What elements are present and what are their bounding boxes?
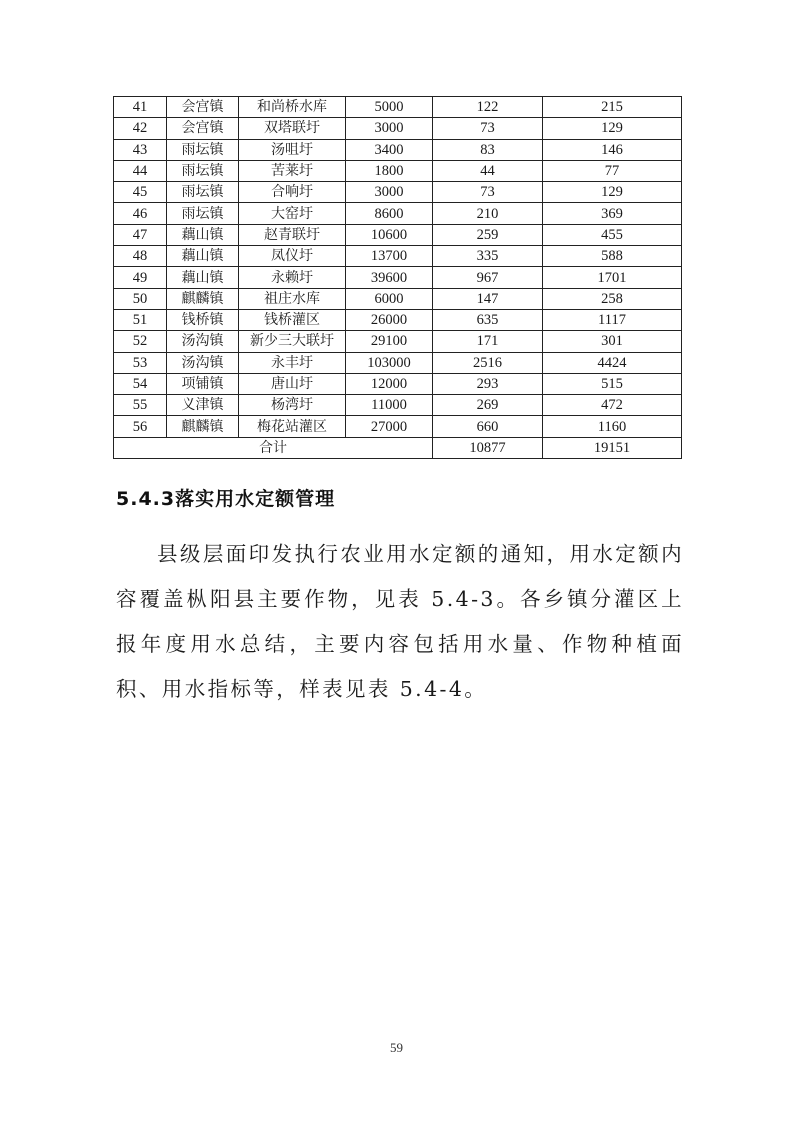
value-a-cell: 967 — [433, 267, 543, 288]
area-cell: 3000 — [346, 118, 433, 139]
table-total-row — [114, 437, 682, 458]
irrigation-area-cell: 凤仪圩 — [239, 246, 346, 267]
value-b-cell: 369 — [543, 203, 682, 224]
row-index-cell: 54 — [114, 373, 167, 394]
row-index-cell: 41 — [114, 97, 167, 118]
town-cell: 雨坛镇 — [167, 139, 239, 160]
value-b-cell: 455 — [543, 224, 682, 245]
irrigation-area-cell: 和尚桥水库 — [239, 97, 346, 118]
irrigation-area-cell: 汤咀圩 — [239, 139, 346, 160]
value-b-cell: 1701 — [543, 267, 682, 288]
value-b-cell: 588 — [543, 246, 682, 267]
value-a-cell: 73 — [433, 118, 543, 139]
value-a-cell: 269 — [433, 395, 543, 416]
table-row — [114, 288, 682, 309]
town-cell: 汤沟镇 — [167, 352, 239, 373]
town-cell: 藕山镇 — [167, 224, 239, 245]
town-cell: 会宫镇 — [167, 118, 239, 139]
irrigation-area-cell: 永赖圩 — [239, 267, 346, 288]
area-cell: 26000 — [346, 309, 433, 330]
irrigation-area-cell: 永丰圩 — [239, 352, 346, 373]
town-cell: 麒麟镇 — [167, 416, 239, 437]
value-a-cell: 660 — [433, 416, 543, 437]
irrigation-area-cell: 苦莱圩 — [239, 160, 346, 181]
table-row — [114, 352, 682, 373]
value-a-cell: 335 — [433, 246, 543, 267]
value-a-cell: 171 — [433, 331, 543, 352]
table-row — [114, 224, 682, 245]
irrigation-area-cell: 祖庄水库 — [239, 288, 346, 309]
value-b-cell: 77 — [543, 160, 682, 181]
table-row — [114, 118, 682, 139]
table-row — [114, 203, 682, 224]
row-index-cell: 45 — [114, 182, 167, 203]
row-index-cell: 53 — [114, 352, 167, 373]
irrigation-area-cell: 钱桥灌区 — [239, 309, 346, 330]
area-cell: 12000 — [346, 373, 433, 394]
table-row — [114, 246, 682, 267]
area-cell: 29100 — [346, 331, 433, 352]
table-row — [114, 395, 682, 416]
row-index-cell: 44 — [114, 160, 167, 181]
value-a-cell: 147 — [433, 288, 543, 309]
town-cell: 汤沟镇 — [167, 331, 239, 352]
irrigation-area-cell: 大窑圩 — [239, 203, 346, 224]
page-number: 59 — [390, 1040, 403, 1055]
value-b-cell: 146 — [543, 139, 682, 160]
value-a-cell: 635 — [433, 309, 543, 330]
value-b-cell: 4424 — [543, 352, 682, 373]
value-a-cell: 122 — [433, 97, 543, 118]
row-index-cell: 42 — [114, 118, 167, 139]
value-b-cell: 258 — [543, 288, 682, 309]
table-row — [114, 182, 682, 203]
town-cell: 雨坛镇 — [167, 203, 239, 224]
irrigation-area-cell: 杨湾圩 — [239, 395, 346, 416]
value-b-cell: 1160 — [543, 416, 682, 437]
town-cell: 钱桥镇 — [167, 309, 239, 330]
town-cell: 会宫镇 — [167, 97, 239, 118]
irrigation-area-cell: 梅花站灌区 — [239, 416, 346, 437]
row-index-cell: 56 — [114, 416, 167, 437]
value-b-cell: 129 — [543, 118, 682, 139]
area-cell: 10600 — [346, 224, 433, 245]
value-b-cell: 1117 — [543, 309, 682, 330]
table-row — [114, 331, 682, 352]
irrigation-area-cell: 合响圩 — [239, 182, 346, 203]
area-cell: 3400 — [346, 139, 433, 160]
town-cell: 义津镇 — [167, 395, 239, 416]
town-cell: 藕山镇 — [167, 267, 239, 288]
town-cell: 麒麟镇 — [167, 288, 239, 309]
area-cell: 13700 — [346, 246, 433, 267]
town-cell: 项铺镇 — [167, 373, 239, 394]
irrigation-area-cell: 赵青联圩 — [239, 224, 346, 245]
value-b-cell: 515 — [543, 373, 682, 394]
total-col6-cell: 19151 — [543, 437, 682, 458]
town-cell: 雨坛镇 — [167, 160, 239, 181]
row-index-cell: 52 — [114, 331, 167, 352]
area-cell: 6000 — [346, 288, 433, 309]
row-index-cell: 47 — [114, 224, 167, 245]
value-a-cell: 259 — [433, 224, 543, 245]
row-index-cell: 46 — [114, 203, 167, 224]
row-index-cell: 50 — [114, 288, 167, 309]
area-cell: 27000 — [346, 416, 433, 437]
value-b-cell: 472 — [543, 395, 682, 416]
town-cell: 藕山镇 — [167, 246, 239, 267]
value-a-cell: 73 — [433, 182, 543, 203]
area-cell: 3000 — [346, 182, 433, 203]
total-col5-cell: 10877 — [433, 437, 543, 458]
total-label-cell: 合计 — [114, 437, 433, 458]
area-cell: 8600 — [346, 203, 433, 224]
irrigation-water-table — [113, 96, 682, 459]
area-cell: 103000 — [346, 352, 433, 373]
table-body — [114, 97, 682, 459]
value-a-cell: 2516 — [433, 352, 543, 373]
area-cell: 11000 — [346, 395, 433, 416]
value-a-cell: 44 — [433, 160, 543, 181]
value-b-cell: 301 — [543, 331, 682, 352]
section-heading: 5.4.3落实用水定额管理 — [116, 488, 336, 510]
town-cell: 雨坛镇 — [167, 182, 239, 203]
value-a-cell: 210 — [433, 203, 543, 224]
row-index-cell: 43 — [114, 139, 167, 160]
irrigation-area-cell: 双塔联圩 — [239, 118, 346, 139]
area-cell: 1800 — [346, 160, 433, 181]
area-cell: 39600 — [346, 267, 433, 288]
row-index-cell: 55 — [114, 395, 167, 416]
value-a-cell: 83 — [433, 139, 543, 160]
table-row — [114, 160, 682, 181]
irrigation-area-cell: 新少三大联圩 — [239, 331, 346, 352]
value-b-cell: 215 — [543, 97, 682, 118]
value-a-cell: 293 — [433, 373, 543, 394]
body-paragraph: 县级层面印发执行农业用水定额的通知，用水定额内容覆盖枞阳县主要作物，见表 5.4-3。各乡镇分灌区上报年度用水总结，主要内容包括用水量、作物种植面积、用水指标等，样表见表 5.4-4。 — [116, 542, 684, 701]
table-row — [114, 373, 682, 394]
table-row — [114, 309, 682, 330]
row-index-cell: 48 — [114, 246, 167, 267]
row-index-cell: 49 — [114, 267, 167, 288]
table-row — [114, 139, 682, 160]
irrigation-area-cell: 唐山圩 — [239, 373, 346, 394]
row-index-cell: 51 — [114, 309, 167, 330]
table-row — [114, 97, 682, 118]
table-row — [114, 416, 682, 437]
area-cell: 5000 — [346, 97, 433, 118]
table-row — [114, 267, 682, 288]
value-b-cell: 129 — [543, 182, 682, 203]
